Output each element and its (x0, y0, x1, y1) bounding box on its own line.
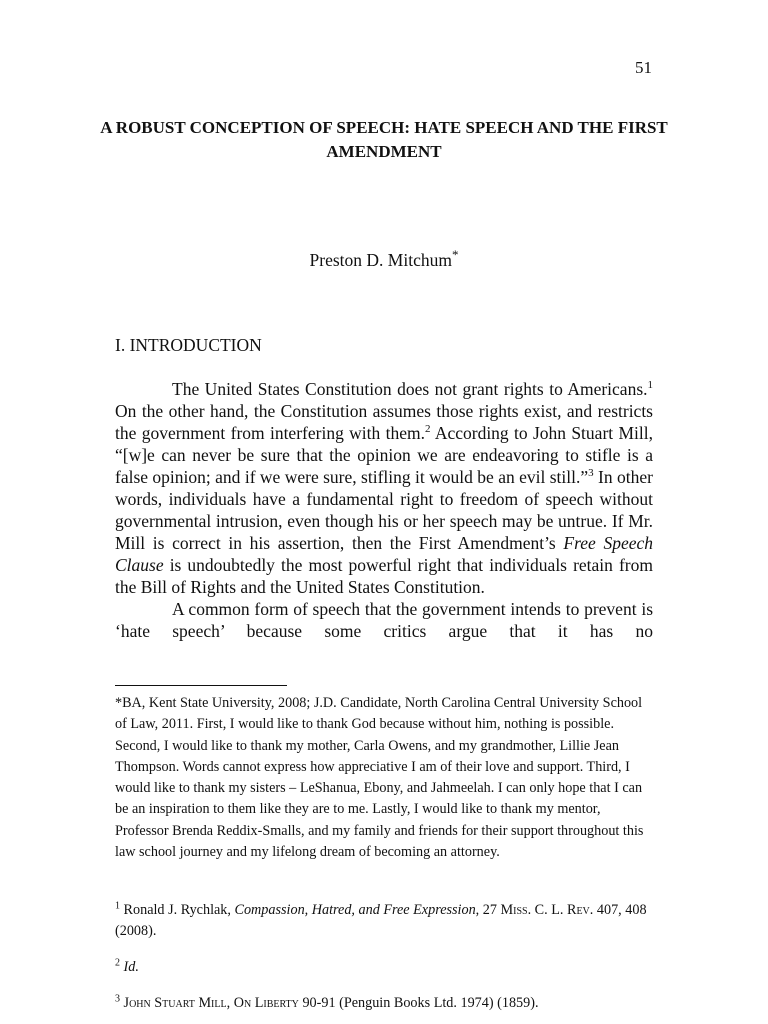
italic-term: Free Speech Clause (115, 533, 654, 575)
footnote-3: $^3$ John Stuart Mill, On Liberty 90-91 (Penguin Books Ltd. 1974) (1859). (115, 993, 539, 1011)
body-paragraph: The United States Constitution does not grant rights to Americans.$^1$ On the other hand, the Constitution assumes those rights exist, and restricts the government from interfering with them.$^2$ According to John Stuart Mill, “[w]e can never be sure that the opinion we are endeavoring to stifle is a false opinion; and if we were sure, stifling it would be an evil still.”$^3$ In other words, individuals have a fundamental right to freedom of speech without governmental intrusion, even though his or her speech may be untrue. If Mr. Mill is correct in his assertion, then the First Amendment’s Free Speech Clause is undoubtedly the most powerful right that individuals retain from the Bill of Rights and the United States Constitution. (115, 379, 654, 597)
footnote-ref-3: 3 (588, 467, 594, 480)
article-title: A ROBUST CONCEPTION OF SPEECH: HATE SPEECH AND THE FIRST AMENDMENT (100, 118, 668, 161)
section-heading: I. INTRODUCTION (115, 335, 262, 355)
body-text (115, 378, 653, 642)
footnote-1: $^1$ Ronald J. Rychlak, Compassion, Hatred, and Free Expression, 27 Miss. C. L. Rev. 407, 408 (2008). (115, 900, 647, 940)
author-name: Preston D. Mitchum (309, 249, 452, 270)
author-line (0, 247, 768, 271)
footnote-ref-2: 2 (424, 423, 431, 436)
footnote-ref-1: 1 (647, 379, 653, 392)
footnote-2: $^2$ Id. (115, 957, 139, 975)
author-footnote-mark: * (451, 247, 459, 262)
page-number: 51 (635, 58, 652, 77)
footnote-divider (115, 685, 287, 686)
body-paragraph: A common form of speech that the government intends to prevent is ‘hate speech’ because some critics argue that it has no (115, 599, 653, 641)
footnote-author: *BA, Kent State University, 2008; J.D. Candidate, North Carolina Central University School of Law, 2011. First, I would like to thank God because without him, nothing is possible. Second, I would like to thank my mother, Carla Owens, and my grandmother, Lillie Jean Thompson. Words cannot express how appreciative I am of their love and support. Third, I would like to thank my sisters – LeShanua, Ebony, and Jahmeelah. I can only hope that I can be an inspiration to them like they are to me. Lastly, I would like to thank my mentor, Professor Brenda Reddix-Smalls, and my family and friends for their support throughout this law school journey and my lifelong dream of becoming an attorney. (115, 695, 644, 861)
